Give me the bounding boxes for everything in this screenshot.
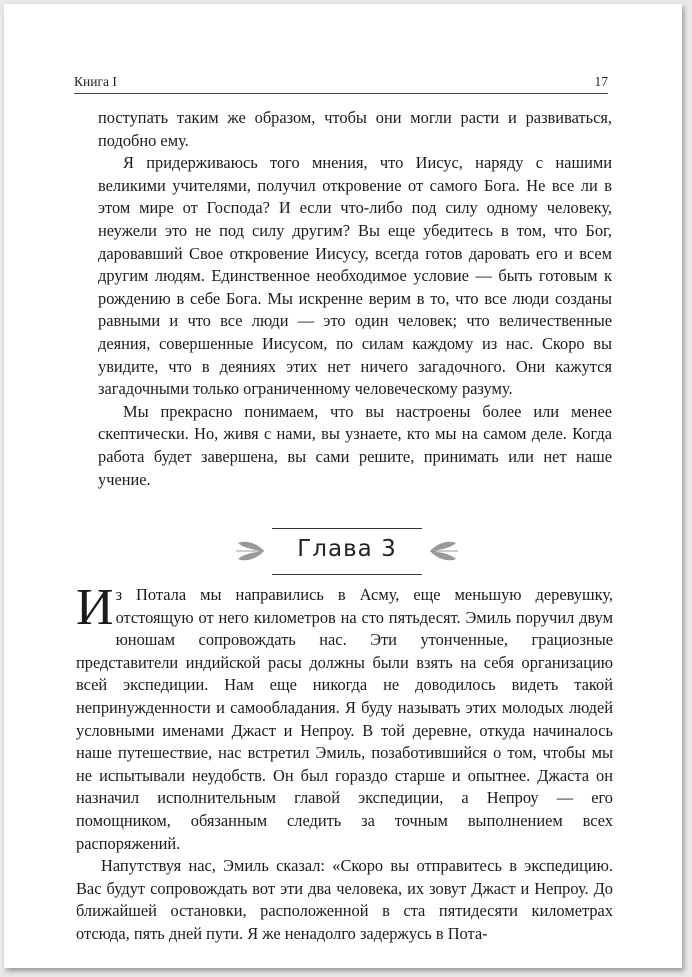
book-page <box>4 4 682 968</box>
paragraph: поступать таким же образом, чтобы они могли расти и развиваться, подобно ему. <box>98 108 612 150</box>
chapter-heading <box>234 528 464 578</box>
page-number: 17 <box>594 74 608 89</box>
leaf-ornament-icon <box>234 538 266 564</box>
chapter-rule-bottom <box>272 574 422 575</box>
paragraph-first-text: з Потала мы направились в Асму, еще меньшую деревушку, отстоящую от него километров на сто пятьдесят. Эмиль поручил двум юношам сопровождать нас. Эти утонченные, грациозные представители индийской расы должны были взять на себя организацию всей экспедиции. Нам еще никогда не доводилось видеть такой непринужденности и самообладания. Я буду называть этих молодых людей условными именами Джаст и Непроу. В той деревне, откуда начиналось наше путешествие, нас встретил Эмиль, позаботившийся о том, чтобы мы не испытывали неудобств. Он был гораздо старше и опытнее. Джаста он назначил исполнительным главой экспедиции, а Непроу — его помощником, обязанным следить за точным выполнением всех распоряжений. <box>76 585 613 853</box>
running-head <box>74 74 608 94</box>
leaf-ornament-icon <box>428 538 460 564</box>
paragraph-first <box>76 579 613 855</box>
text-block-chapter <box>76 579 613 946</box>
text-block-top <box>98 107 612 491</box>
drop-cap: И <box>76 579 114 636</box>
header-rule <box>74 93 608 94</box>
chapter-rule-top <box>272 528 422 529</box>
paragraph: Я придерживаюсь того мнения, что Иисус, наряду с нашими великими учителями, получил откровение от самого Бога. Не все ли в этом мире от Господа? И если что-либо под силу одному человеку, неужели это не под силу другим? Вы еще убедитесь в том, что Бог, даровавший Свое откровение Иисусу, всегда готов даровать его и всем другим людям. Единственное необходимое условие — быть готовым к рождению в себе Бога. Мы искренне верим в то, что все люди созданы равными и что все люди — это один человек; что величественные деяния, совершенные Иисусом, по силам каждому из нас. Скоро вы увидите, что в деяниях этих нет ничего загадочного. Они кажутся загадочными только ограниченному человеческому разуму. <box>98 153 612 399</box>
book-label: Книга I <box>74 74 117 89</box>
chapter-title: Глава 3 <box>297 536 397 562</box>
paragraph: Напутствуя нас, Эмиль сказал: «Скоро вы отправитесь в экспедицию. Вас будут сопровождать вот эти два человека, их зовут Джаст и Непроу. До ближайшей остановки, расположенной в ста пятидесяти километрах отсюда, пять дней пути. Я же ненадолго задержусь в Пота- <box>76 856 613 943</box>
paragraph: Мы прекрасно понимаем, что вы настроены более или менее скептически. Но, живя с нами, вы узнаете, кто мы на самом деле. Когда работа будет завершена, вы сами решите, принимать или нет наше учение. <box>98 401 612 489</box>
